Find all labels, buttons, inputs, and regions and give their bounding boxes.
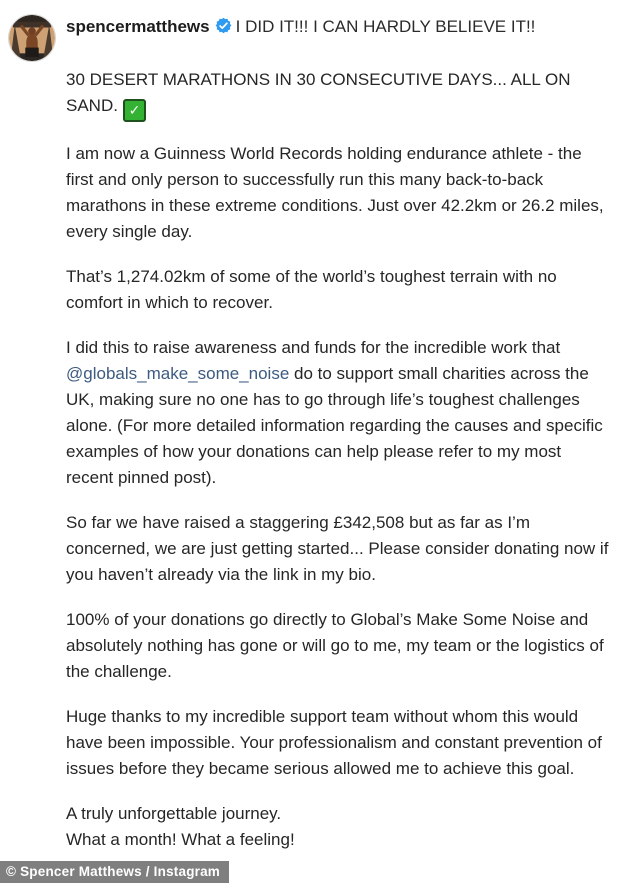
- avatar-column: [0, 0, 66, 62]
- green-check-emoji: ✓: [123, 99, 146, 122]
- mention-link-globals-make-some-noise[interactable]: @globals_make_some_noise: [66, 363, 290, 383]
- paragraph-donations: 100% of your donations go directly to Global’s Make Some Noise and absolutely nothing has gone or will go to me, my team or the logistics of the challenge.: [66, 609, 604, 681]
- avatar-image: [9, 15, 55, 61]
- paragraph-record: I am now a Guinness World Records holding endurance athlete - the first and only person to successfully run this many back-to-back marathons in these extreme conditions. Just over 42.2km or 26.2 miles, every single day.: [66, 143, 604, 241]
- charity-text-before: I did this to raise awareness and funds for the incredible work that: [66, 337, 561, 357]
- outro-line-2: What a month! What a feeling!: [66, 829, 295, 849]
- paragraph-outro: [66, 801, 612, 853]
- paragraph-charity: [66, 335, 612, 491]
- outro-line-1: A truly unforgettable journey.: [66, 803, 282, 823]
- image-credit-badge: [0, 861, 229, 883]
- avatar[interactable]: [8, 14, 56, 62]
- post-headline: I DID IT!!! I CAN HARDLY BELIEVE IT!!: [235, 17, 536, 36]
- paragraph-distance: That’s 1,274.02km of some of the world’s toughest terrain with no comfort in which to recover.: [66, 266, 557, 312]
- image-credit-text: © Spencer Matthews / Instagram: [6, 864, 221, 879]
- paragraph-raised: So far we have raised a staggering £342,508 but as far as I’m concerned, we are just getting started... Please consider donating now if you haven’t already via the link in my bio.: [66, 512, 609, 584]
- charity-text-after: do to support small charities across the UK, making sure no one has to go through life’s toughest challenges alone. (For more detailed information regarding the causes and specific examples of how your donations can help please refer to my most recent pinned post).: [66, 363, 603, 487]
- post-header-line: [66, 14, 612, 40]
- paragraph-thanks: Huge thanks to my incredible support team without whom this would have been impossible. Your professionalism and constant prevention of issues before they became serious allowed me to achieve this goal.: [66, 706, 602, 778]
- caption-column: [66, 0, 634, 853]
- verified-badge-icon: [215, 17, 232, 34]
- paragraph-sand-text: 30 DESERT MARATHONS IN 30 CONSECUTIVE DAYS... ALL ON SAND.: [66, 70, 571, 115]
- username[interactable]: spencermatthews: [66, 17, 210, 36]
- paragraph-sand: [66, 67, 612, 122]
